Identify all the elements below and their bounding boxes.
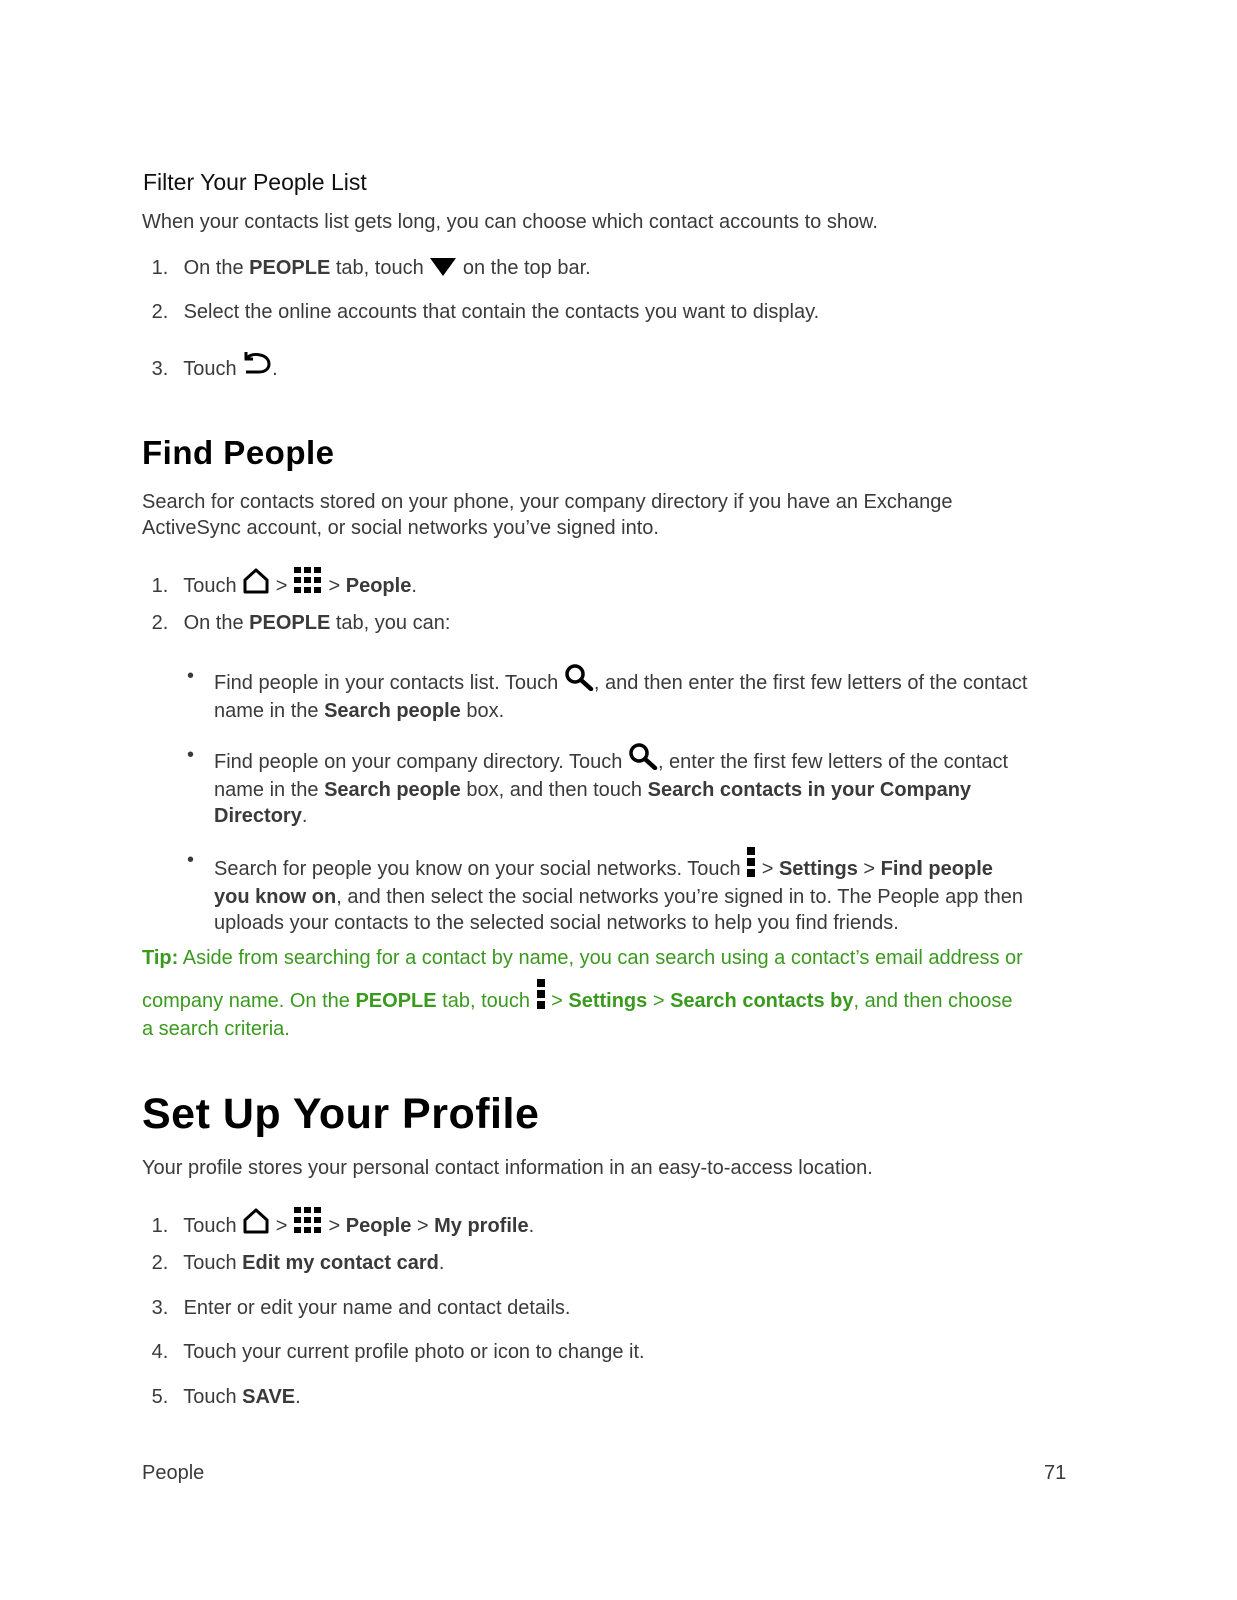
- find-intro: [142, 489, 1082, 541]
- settings-label: Settings: [568, 990, 648, 1012]
- step-text: Touch: [183, 575, 243, 597]
- text: Find people in your contacts list. Touch: [214, 672, 564, 694]
- bullet-dot: •: [187, 665, 195, 687]
- step-number: 1.: [151, 575, 169, 597]
- search-people-label: Search people: [324, 700, 461, 722]
- step-text: on the top bar.: [457, 257, 591, 279]
- find-step-1: [142, 566, 1082, 601]
- tip-text: company name. On the: [142, 990, 356, 1012]
- menu-dots-icon: [746, 847, 756, 884]
- edit-contact-card-label: Edit my contact card: [242, 1252, 439, 1274]
- step-text: Touch: [183, 358, 243, 380]
- step-number: 3.: [151, 1297, 169, 1319]
- tip-note: [142, 945, 1072, 1042]
- search-people-label: Search people: [324, 779, 461, 801]
- dropdown-triangle-icon: [429, 256, 457, 285]
- profile-step-2: [142, 1250, 1082, 1276]
- search-icon: [564, 663, 594, 698]
- save-label: SAVE: [242, 1386, 296, 1408]
- bullet-dot: •: [187, 849, 195, 871]
- people-label: People: [345, 1215, 412, 1237]
- step-number: 3.: [151, 358, 169, 380]
- text: , and then select the social networks you’re signed in to. The People app then: [336, 886, 1023, 908]
- tip-text: Aside from searching for a contact by name, you can search using a contact’s email address or: [178, 947, 1023, 969]
- people-tab-label: PEOPLE: [355, 990, 437, 1012]
- step-text: On the: [183, 257, 250, 279]
- tip-text: tab, touch: [436, 990, 536, 1012]
- profile-step-1: [142, 1206, 1082, 1241]
- step-text: .: [295, 1386, 301, 1408]
- step-text: .: [411, 575, 417, 597]
- step-number: 5.: [151, 1386, 169, 1408]
- search-icon: [628, 742, 658, 777]
- menu-dots-icon: [536, 979, 546, 1016]
- bullet-dot: •: [187, 744, 195, 766]
- text: Find people on your company directory. Touch: [214, 751, 628, 773]
- tip-line-2: [142, 979, 1013, 1016]
- separator: >: [857, 858, 881, 880]
- people-tab-label: PEOPLE: [249, 257, 331, 279]
- find-intro-line-2: ActiveSync account, or social networks you’ve signed into.: [142, 517, 659, 539]
- step-number: 2.: [151, 301, 169, 323]
- step-number: 2.: [151, 1252, 169, 1274]
- filter-step-2: [142, 299, 1082, 325]
- home-icon: [242, 568, 270, 601]
- settings-label: Settings: [778, 858, 858, 880]
- text: Search for people you know on your social networks. Touch: [214, 858, 747, 880]
- profile-step-3: [142, 1295, 1082, 1321]
- step-text: Touch: [183, 1252, 243, 1274]
- tip-label: Tip:: [142, 947, 179, 969]
- step-text: .: [528, 1215, 535, 1237]
- people-tab-label: PEOPLE: [249, 612, 331, 634]
- section-subtitle: Filter Your People List: [143, 169, 367, 195]
- apps-grid-icon: [293, 566, 323, 601]
- bullet-text: [214, 663, 1070, 724]
- step-text: Touch: [183, 1386, 243, 1408]
- apps-grid-icon: [293, 1206, 323, 1241]
- bullet-item: [187, 663, 1070, 724]
- find-people-label: Find people: [880, 858, 993, 880]
- find-people-label-cont: you know on: [214, 886, 337, 908]
- filter-step-3: [142, 349, 1082, 382]
- bullet-item: [187, 847, 1070, 936]
- search-company-label: Search contacts in your Company: [647, 779, 972, 801]
- profile-heading: Set Up Your Profile: [142, 1090, 540, 1138]
- step-number: 1.: [151, 1215, 169, 1237]
- separator: >: [270, 1215, 293, 1237]
- separator: >: [322, 575, 346, 597]
- separator: >: [322, 1215, 346, 1237]
- text: name in the: [214, 779, 325, 801]
- text: box, and then touch: [460, 779, 648, 801]
- step-number: 1.: [151, 257, 169, 279]
- text: name in the: [214, 700, 325, 722]
- tip-text: , and then choose: [853, 990, 1013, 1012]
- step-number: 2.: [151, 612, 169, 634]
- step-text: tab, touch: [330, 257, 430, 279]
- back-icon: [242, 349, 272, 382]
- profile-step-4: [142, 1339, 1082, 1365]
- step-text: tab, you can:: [330, 612, 451, 634]
- step-text: Enter or edit your name and contact details.: [183, 1297, 571, 1319]
- page-number: 71: [1044, 1462, 1067, 1484]
- separator: >: [545, 990, 569, 1012]
- directory-label: Directory: [214, 805, 302, 827]
- text: uploads your contacts to the selected social networks to help you find friends.: [214, 912, 899, 934]
- profile-step-5: [142, 1384, 1082, 1410]
- step-text: Select the online accounts that contain the contacts you want to display.: [183, 301, 820, 323]
- separator: >: [647, 990, 671, 1012]
- step-number: 4.: [151, 1341, 169, 1363]
- profile-intro: Your profile stores your personal contact information in an easy-to-access location.: [142, 1157, 873, 1179]
- people-label: People: [345, 575, 412, 597]
- filter-step-1: [142, 255, 1082, 285]
- step-text: Touch your current profile photo or icon to change it.: [183, 1341, 645, 1363]
- step-text: .: [272, 358, 278, 380]
- find-intro-line-1: Search for contacts stored on your phone, your company directory if you have an Exchange: [142, 491, 953, 513]
- text: box.: [460, 700, 505, 722]
- find-people-heading: Find People: [142, 434, 335, 471]
- step-text: Touch: [183, 1215, 243, 1237]
- text: .: [301, 805, 308, 827]
- bullet-item: [187, 742, 1070, 829]
- filter-intro: When your contacts list gets long, you can choose which contact accounts to show.: [142, 211, 878, 233]
- home-icon: [242, 1208, 270, 1241]
- separator: >: [270, 575, 293, 597]
- find-step-2: [142, 610, 1082, 636]
- search-contacts-by-label: Search contacts by: [670, 990, 854, 1012]
- text: , enter the first few letters of the contact: [657, 751, 1009, 773]
- separator: >: [756, 858, 779, 880]
- footer-section: People: [142, 1462, 205, 1484]
- step-text: On the: [183, 612, 250, 634]
- bullet-text: [214, 742, 1070, 829]
- bullet-text: [214, 847, 1070, 936]
- step-text: .: [438, 1252, 445, 1274]
- text: , and then enter the first few letters of the contact: [593, 672, 1028, 694]
- my-profile-label: My profile: [434, 1215, 529, 1237]
- tip-text: a search criteria.: [142, 1018, 290, 1040]
- separator: >: [411, 1215, 435, 1237]
